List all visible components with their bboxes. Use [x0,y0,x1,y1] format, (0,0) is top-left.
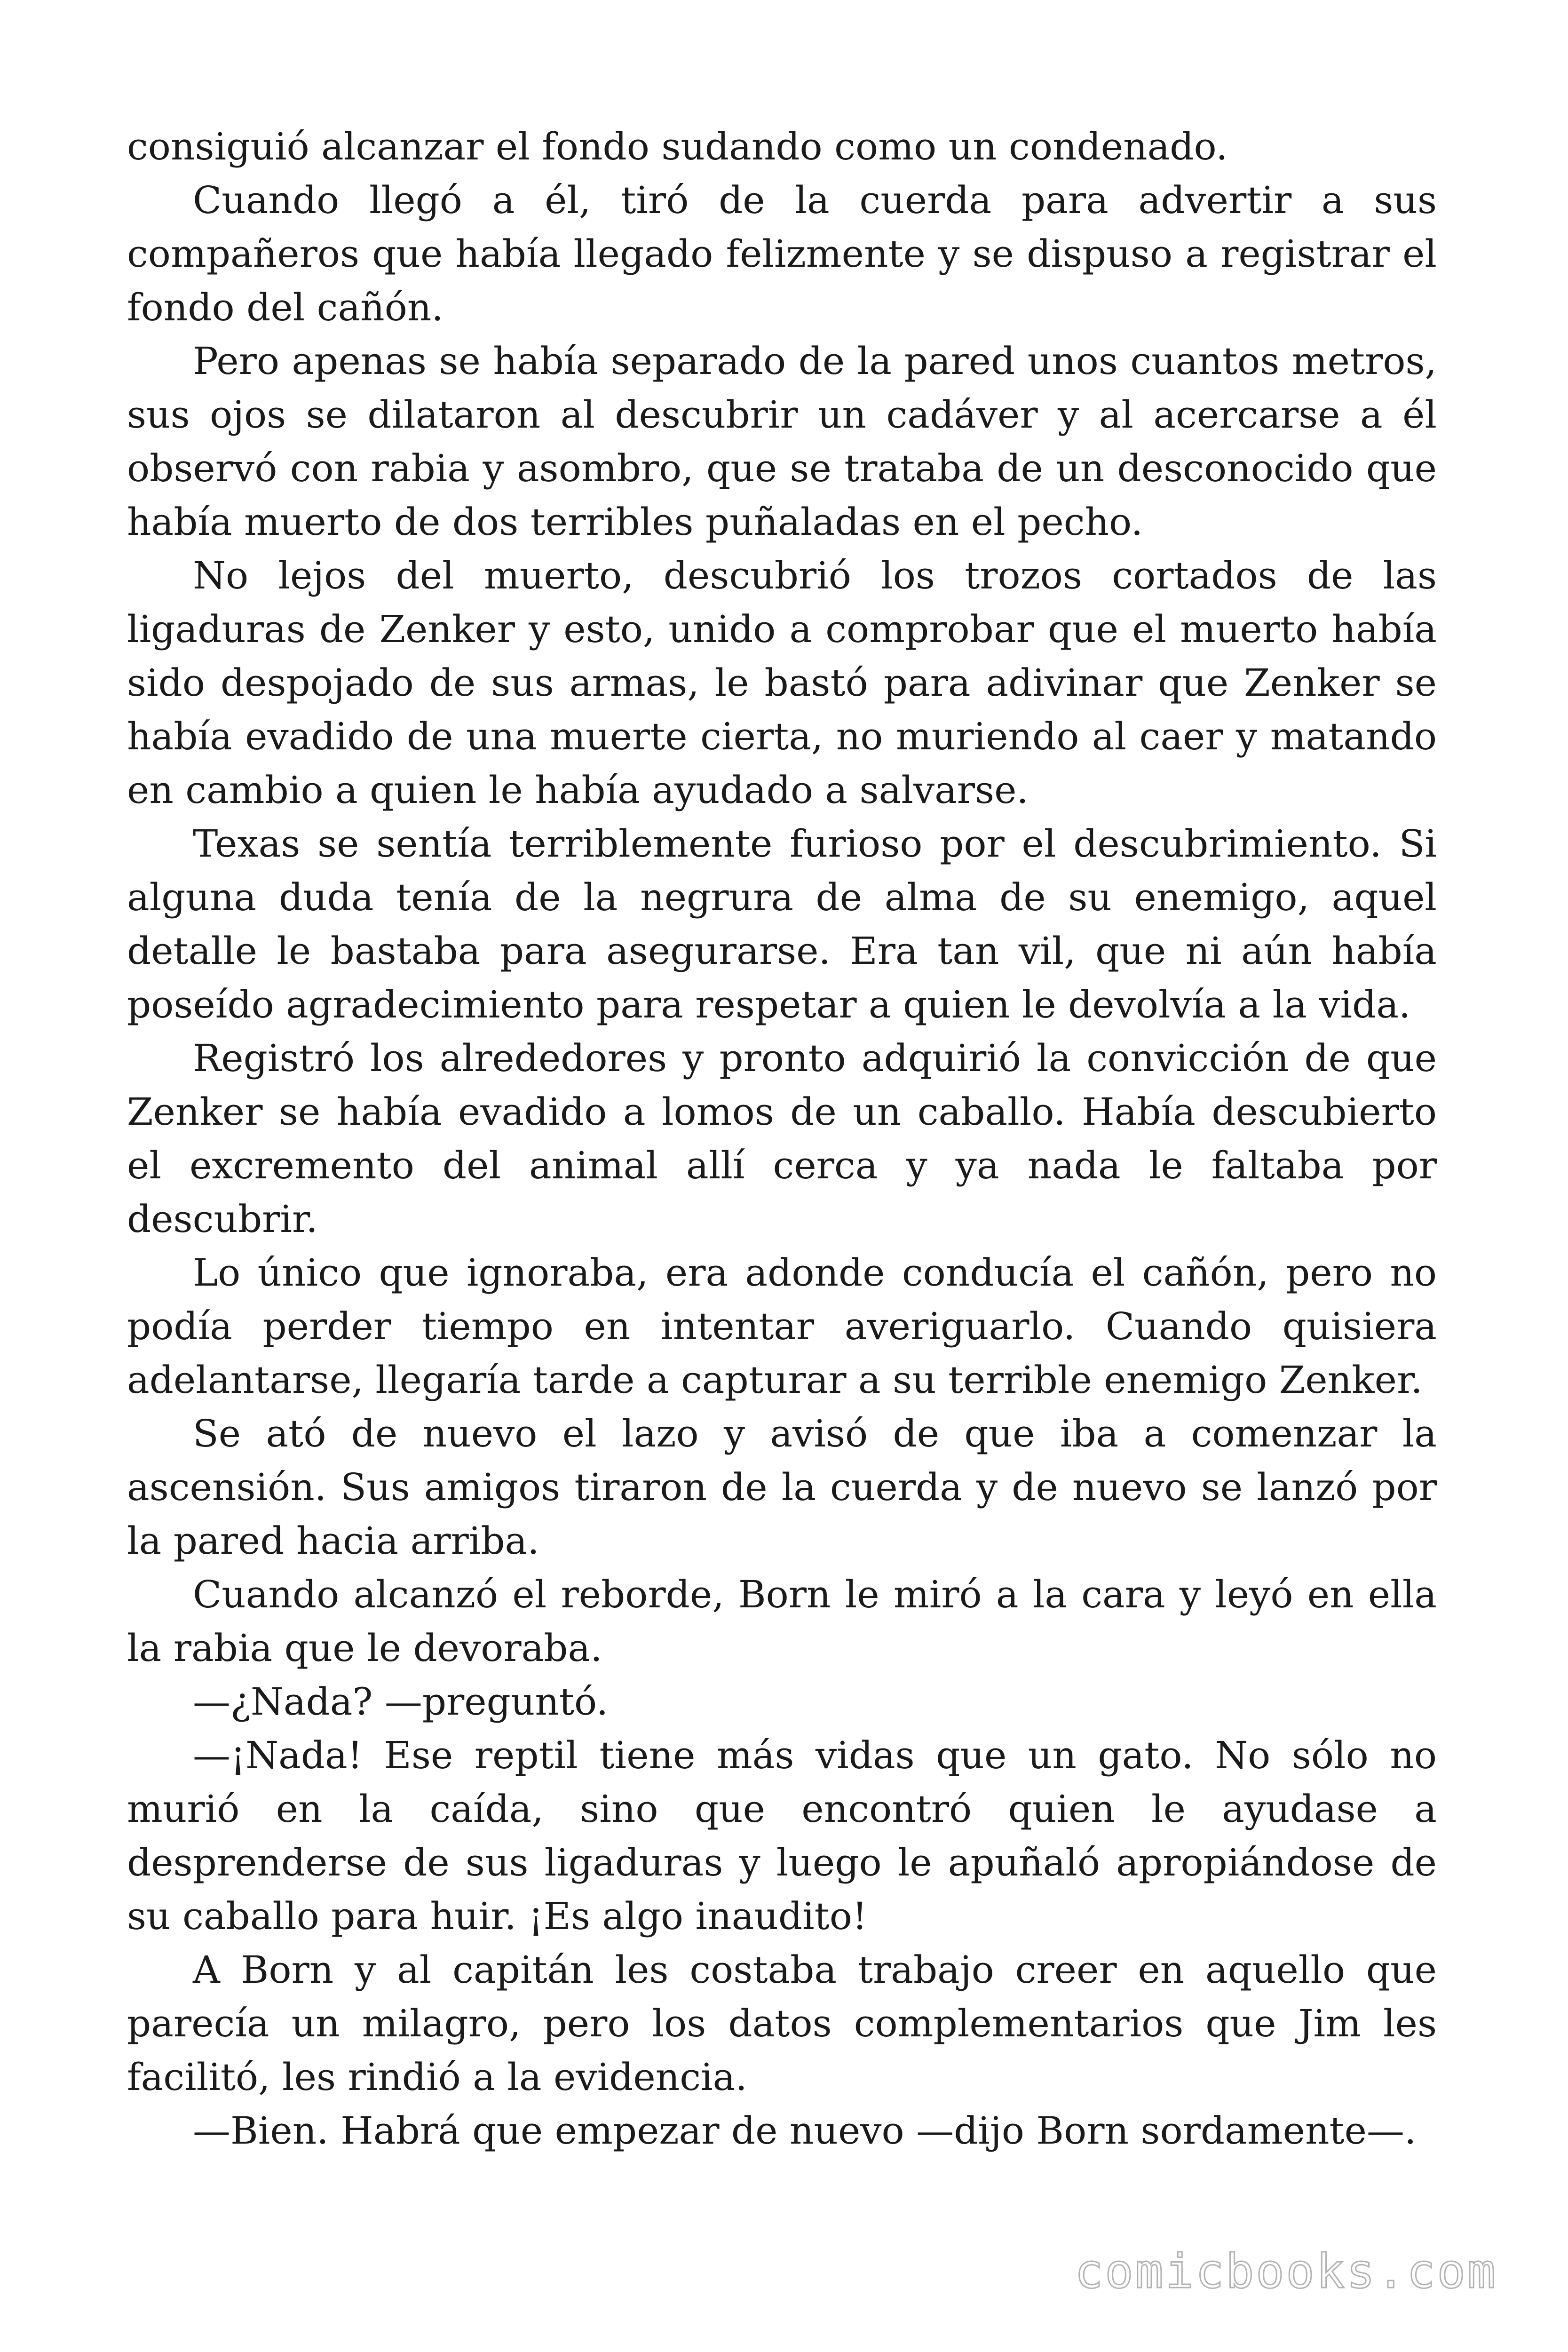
paragraph-13: —Bien. Habrá que empezar de nuevo —dijo Born sordamente—. [193,2109,1417,2153]
paragraph-7: Lo único que ignoraba, era adonde conducía el cañón, pero no podía perder tiempo en intentar averiguarlo. Cuando quisiera adelantarse, llegaría tarde a capturar a su terrible enemigo Zenker. [127,1251,1437,1402]
paragraph-5: Texas se sentía terriblemente furioso por el descubrimiento. Si alguna duda tenía de la negrura de alma de su enemigo, aquel detalle le bastaba para asegurarse. Era tan vil, que ni aún había poseído agradecimiento para respetar a quien le devolvía a la vida. [127,822,1437,1026]
page-body [127,120,1437,2158]
paragraph-9: Cuando alcanzó el reborde, Born le miró a la cara y leyó en ella la rabia que le devoraba. [127,1573,1437,1670]
watermark: comicbooks.com [1075,2244,1497,2299]
paragraph-11: —¡Nada! Ese reptil tiene más vidas que un gato. No sólo no murió en la caída, sino que encontró quien le ayudase a desprenderse de sus ligaduras y luego le apuñaló apropiándose de su caballo para huir. ¡Es algo inaudito! [127,1733,1437,1938]
paragraph-12: A Born y al capitán les costaba trabajo creer en aquello que parecía un milagro, pero los datos complementarios que Jim les facilitó, les rindió a la evidencia. [127,1948,1437,2099]
paragraph-10: —¿Nada? —preguntó. [193,1680,609,1724]
paragraph-3: Pero apenas se había separado de la pared unos cuantos metros, sus ojos se dilataron al descubrir un cadáver y al acercarse a él observó con rabia y asombro, que se trataba de un desconocido que había muerto de dos terribles puñaladas en el pecho. [127,339,1437,544]
paragraph-6: Registró los alrededores y pronto adquirió la convicción de que Zenker se había evadido a lomos de un caballo. Había descubierto el excremento del animal allí cerca y ya nada le faltaba por descubrir. [127,1036,1437,1241]
paragraph-2: Cuando llegó a él, tiró de la cuerda para advertir a sus compañeros que había llegado felizmente y se dispuso a registrar el fondo del cañón. [127,178,1437,329]
paragraph-1: consiguió alcanzar el fondo sudando como un condenado. [127,125,1228,168]
paragraph-4: No lejos del muerto, descubrió los trozos cortados de las ligaduras de Zenker y esto, unido a comprobar que el muerto había sido despojado de sus armas, le bastó para adivinar que Zenker se había evadido de una muerte cierta, no muriendo al caer y matando en cambio a quien le había ayudado a salvarse. [127,554,1437,812]
paragraph-8: Se ató de nuevo el lazo y avisó de que iba a comenzar la ascensión. Sus amigos tiraron de la cuerda y de nuevo se lanzó por la pared hacia arriba. [127,1412,1437,1563]
